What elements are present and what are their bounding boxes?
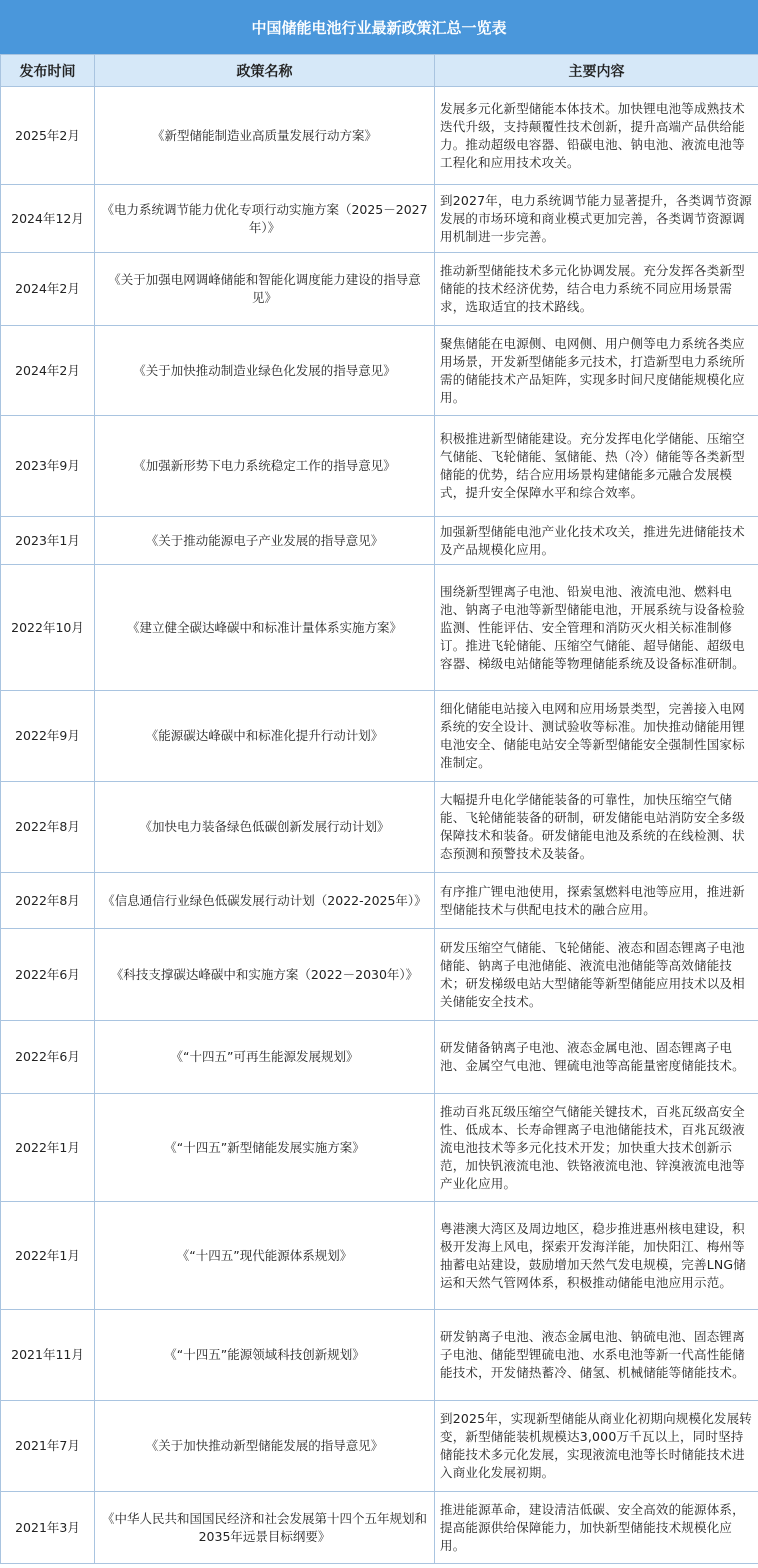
row-name: 《科技支撑碳达峰碳中和实施方案（2022－2030年）》 <box>95 929 435 1021</box>
table-title: 中国储能电池行业最新政策汇总一览表 <box>0 0 758 54</box>
table-row <box>1 185 758 253</box>
row-content: 加强新型储能电池产业化技术攻关，推进先进储能技术及产品规模化应用。 <box>435 517 758 565</box>
table-row <box>1 1202 758 1310</box>
table-row <box>1 1492 758 1564</box>
row-name: 《关于加快推动新型储能发展的指导意见》 <box>95 1401 435 1492</box>
row-date: 2022年1月 <box>1 1202 95 1310</box>
row-content: 研发储备钠离子电池、液态金属电池、固态锂离子电池、金属空气电池、锂硫电池等高能量密度储能技术。 <box>435 1021 758 1094</box>
row-content: 推进能源革命，建设清洁低碳、安全高效的能源体系，提高能源供给保障能力，加快新型储能技术规模化应用。 <box>435 1492 758 1564</box>
row-content: 聚焦储能在电源侧、电网侧、用户侧等电力系统各类应用场景，开发新型储能多元技术，打造新型电力系统所需的储能技术产品矩阵，实现多时间尺度储能规模化应用。 <box>435 326 758 416</box>
row-date: 2024年2月 <box>1 326 95 416</box>
row-date: 2021年11月 <box>1 1310 95 1401</box>
row-name: 《关于加快推动制造业绿色化发展的指导意见》 <box>95 326 435 416</box>
row-content: 粤港澳大湾区及周边地区，稳步推进惠州核电建设，积极开发海上风电，探索开发海洋能，加快阳江、梅州等抽蓄电站建设，鼓励增加天然气发电规模，完善LNG储运和天然气管网体系，积极推动储能电池应用示范。 <box>435 1202 758 1310</box>
row-name: 《“十四五”现代能源体系规划》 <box>95 1202 435 1310</box>
row-name: 《“十四五”可再生能源发展规划》 <box>95 1021 435 1094</box>
table-row <box>1 873 758 929</box>
row-date: 2022年8月 <box>1 782 95 873</box>
row-date: 2023年9月 <box>1 416 95 517</box>
row-date: 2023年1月 <box>1 517 95 565</box>
row-content: 有序推广锂电池使用，探索氢燃料电池等应用，推进新型储能技术与供配电技术的融合应用。 <box>435 873 758 929</box>
row-name: 《电力系统调节能力优化专项行动实施方案（2025－2027年）》 <box>95 185 435 253</box>
row-content: 到2025年，实现新型储能从商业化初期向规模化发展转变，新型储能装机规模达3,000万千瓦以上，同时坚持储能技术多元化发展，实现液流电池等长时储能技术进入商业化发展初期。 <box>435 1401 758 1492</box>
table-row <box>1 1094 758 1202</box>
table-row <box>1 326 758 416</box>
row-name: 《新型储能制造业高质量发展行动方案》 <box>95 87 435 185</box>
table-row <box>1 253 758 326</box>
table-row <box>1 565 758 691</box>
row-name: 《“十四五”新型储能发展实施方案》 <box>95 1094 435 1202</box>
row-content: 推动百兆瓦级压缩空气储能关键技术，百兆瓦级高安全性、低成本、长寿命锂离子电池储能技术，百兆瓦级液流电池技术等多元化技术开发；加快重大技术创新示范，加快钒液流电池、铁铬液流电池、锌溴液流电池等产业化应用。 <box>435 1094 758 1202</box>
row-name: 《加强新形势下电力系统稳定工作的指导意见》 <box>95 416 435 517</box>
row-date: 2022年9月 <box>1 691 95 782</box>
table-row <box>1 782 758 873</box>
table-row <box>1 87 758 185</box>
row-name: 《关于推动能源电子产业发展的指导意见》 <box>95 517 435 565</box>
row-name: 《“十四五”能源领域科技创新规划》 <box>95 1310 435 1401</box>
row-name: 《关于加强电网调峰储能和智能化调度能力建设的指导意见》 <box>95 253 435 326</box>
row-date: 2024年2月 <box>1 253 95 326</box>
table-row <box>1 1310 758 1401</box>
row-content: 围绕新型锂离子电池、铅炭电池、液流电池、燃料电池、钠离子电池等新型储能电池，开展系统与设备检验监测、性能评估、安全管理和消防灭火相关标准制修订。推进飞轮储能、压缩空气储能、超导储能、超级电容器、梯级电站储能等物理储能系统及设备标准研制。 <box>435 565 758 691</box>
header-date: 发布时间 <box>1 55 95 87</box>
row-date: 2021年7月 <box>1 1401 95 1492</box>
row-name: 《中华人民共和国国民经济和社会发展第十四个五年规划和2035年远景目标纲要》 <box>95 1492 435 1564</box>
row-content: 推动新型储能技术多元化协调发展。充分发挥各类新型储能的技术经济优势，结合电力系统不同应用场景需求，选取适宜的技术路线。 <box>435 253 758 326</box>
policy-table <box>0 54 758 1564</box>
table-row <box>1 517 758 565</box>
row-date: 2022年6月 <box>1 929 95 1021</box>
table-row <box>1 929 758 1021</box>
row-name: 《加快电力装备绿色低碳创新发展行动计划》 <box>95 782 435 873</box>
row-date: 2022年1月 <box>1 1094 95 1202</box>
header-row <box>1 55 758 87</box>
header-content: 主要内容 <box>435 55 758 87</box>
row-date: 2021年3月 <box>1 1492 95 1564</box>
row-date: 2022年10月 <box>1 565 95 691</box>
row-name: 《建立健全碳达峰碳中和标准计量体系实施方案》 <box>95 565 435 691</box>
table-row <box>1 1021 758 1094</box>
row-name: 《信息通信行业绿色低碳发展行动计划（2022-2025年）》 <box>95 873 435 929</box>
row-name: 《能源碳达峰碳中和标准化提升行动计划》 <box>95 691 435 782</box>
row-content: 发展多元化新型储能本体技术。加快锂电池等成熟技术迭代升级，支持颠覆性技术创新，提升高端产品供给能力。推动超级电容器、铅碳电池、钠电池、液流电池等工程化和应用技术攻关。 <box>435 87 758 185</box>
row-content: 研发压缩空气储能、飞轮储能、液态和固态锂离子电池储能、钠离子电池储能、液流电池储能等高效储能技术；研发梯级电站大型储能等新型储能应用技术以及相关储能安全技术。 <box>435 929 758 1021</box>
header-name: 政策名称 <box>95 55 435 87</box>
table-row <box>1 1401 758 1492</box>
row-content: 研发钠离子电池、液态金属电池、钠硫电池、固态锂离子电池、储能型锂硫电池、水系电池等新一代高性能储能技术，开发储热蓄冷、储氢、机械储能等储能技术。 <box>435 1310 758 1401</box>
row-date: 2022年8月 <box>1 873 95 929</box>
row-content: 积极推进新型储能建设。充分发挥电化学储能、压缩空气储能、飞轮储能、氢储能、热（冷）储能等各类新型储能的优势，结合应用场景构建储能多元融合发展模式，提升安全保障水平和综合效率。 <box>435 416 758 517</box>
row-date: 2022年6月 <box>1 1021 95 1094</box>
table-row <box>1 416 758 517</box>
row-date: 2025年2月 <box>1 87 95 185</box>
table-row <box>1 691 758 782</box>
row-content: 到2027年，电力系统调节能力显著提升，各类调节资源发展的市场环境和商业模式更加完善，各类调节资源调用机制进一步完善。 <box>435 185 758 253</box>
row-content: 细化储能电站接入电网和应用场景类型，完善接入电网系统的安全设计、测试验收等标准。加快推动储能用锂电池安全、储能电站安全等新型储能安全强制性国家标准制定。 <box>435 691 758 782</box>
row-date: 2024年12月 <box>1 185 95 253</box>
row-content: 大幅提升电化学储能装备的可靠性，加快压缩空气储能、飞轮储能装备的研制，研发储能电站消防安全多级保障技术和装备。研发储能电池及系统的在线检测、状态预测和预警技术及装备。 <box>435 782 758 873</box>
